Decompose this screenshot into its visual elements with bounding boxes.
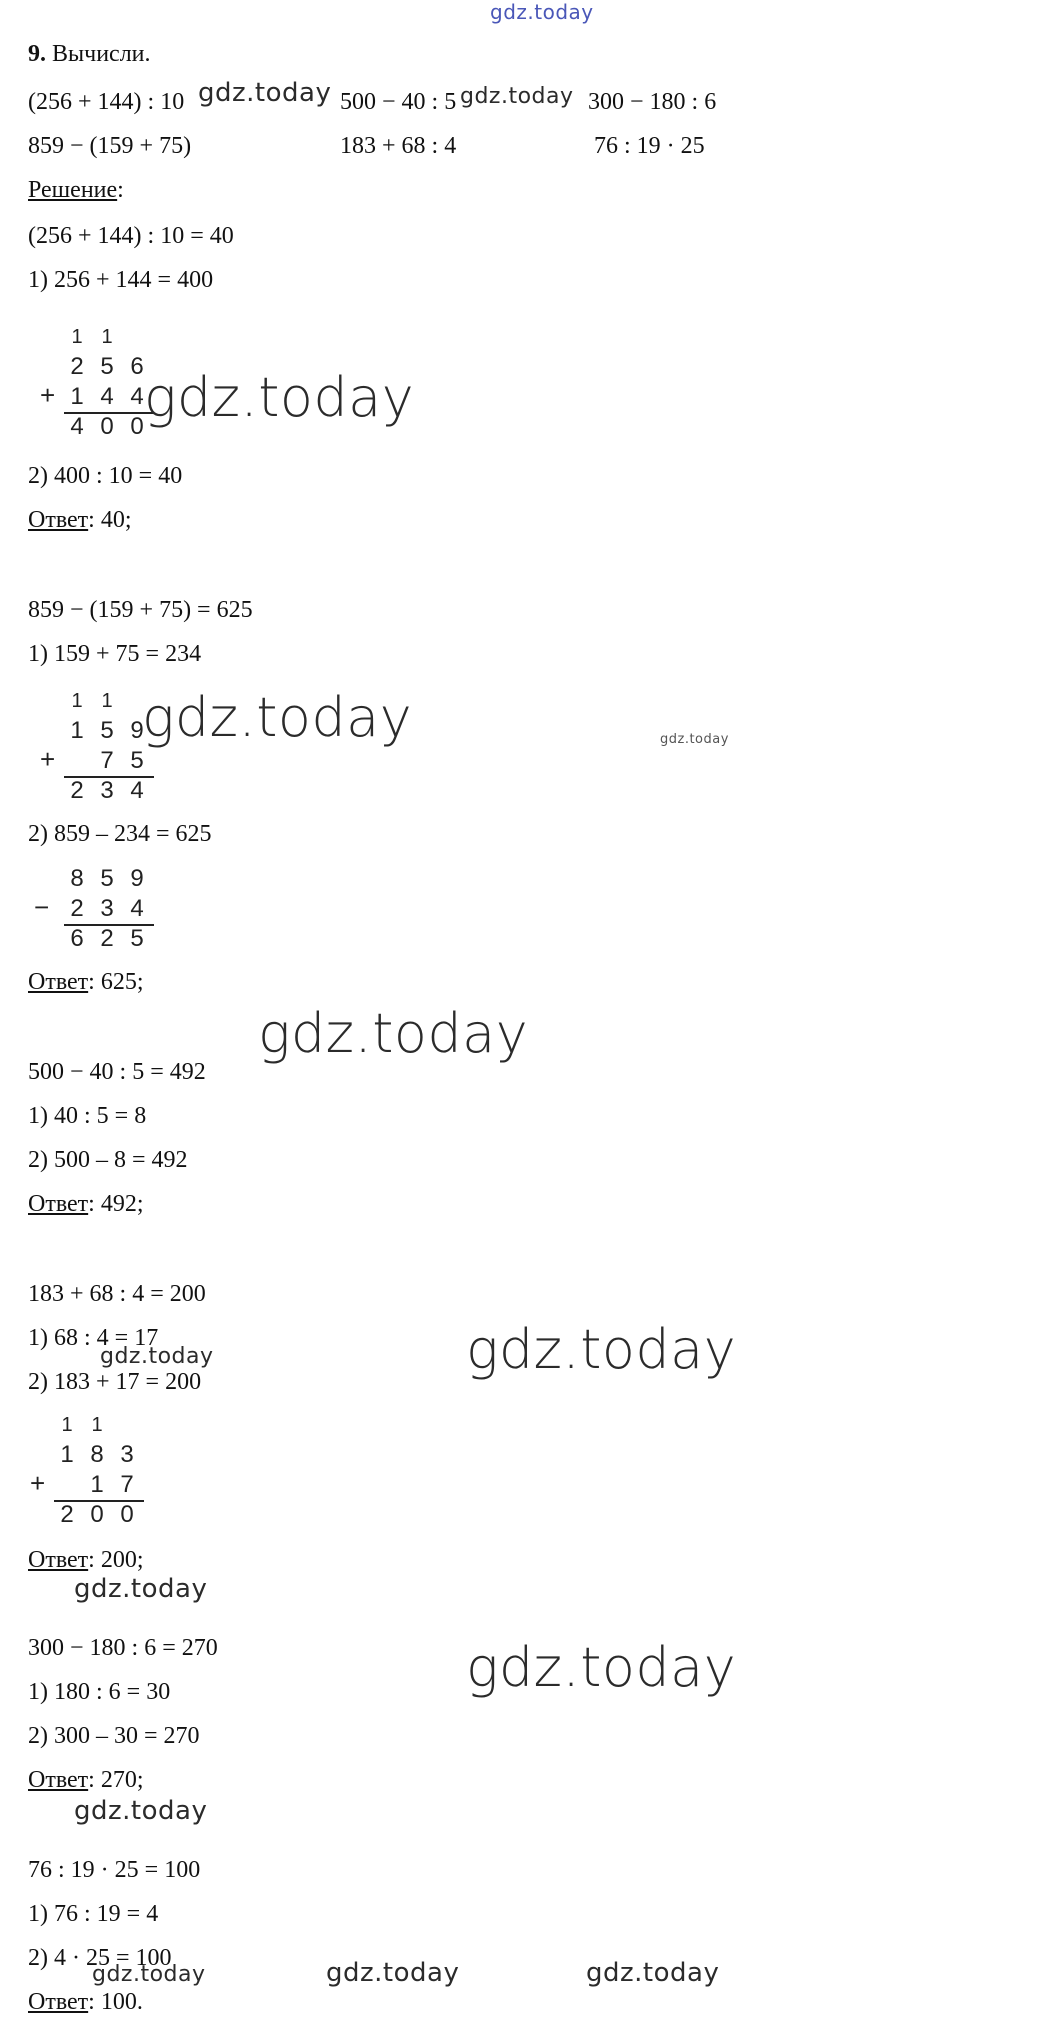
answer-value: : 270; bbox=[88, 1767, 144, 1793]
block-expression: 183 + 68 : 4 = 200 bbox=[28, 1281, 206, 1307]
watermark: gdz.today bbox=[586, 1958, 720, 1988]
carry-digit: 1 bbox=[101, 326, 113, 348]
watermark: gdz.today bbox=[460, 84, 574, 109]
watermark: gdz.today bbox=[466, 1636, 737, 1699]
digit: 3 bbox=[120, 1441, 134, 1468]
expression: (256 + 144) : 10 bbox=[28, 89, 185, 115]
answer-line bbox=[28, 1546, 144, 1574]
task-heading bbox=[28, 40, 151, 68]
watermark: gdz.today bbox=[660, 732, 729, 747]
block-expression: 500 − 40 : 5 = 492 bbox=[28, 1059, 206, 1085]
step: 2) 4 · 25 = 100 bbox=[28, 1945, 172, 1971]
plus-sign: + bbox=[30, 1468, 46, 1498]
digit: 3 bbox=[100, 895, 114, 922]
expression: 300 − 180 : 6 bbox=[588, 89, 717, 115]
answer-value: : 100. bbox=[88, 1989, 143, 2015]
digit: 1 bbox=[60, 1441, 74, 1468]
step: 1) 159 + 75 = 234 bbox=[28, 641, 202, 667]
digit: 5 bbox=[100, 353, 114, 380]
block-expression: 300 − 180 : 6 = 270 bbox=[28, 1635, 218, 1661]
digit: 4 bbox=[70, 413, 84, 440]
digit: 6 bbox=[70, 925, 84, 952]
column-addition bbox=[40, 322, 160, 442]
digit: 1 bbox=[90, 1471, 104, 1498]
answer-label: Ответ bbox=[28, 507, 89, 533]
digit: 0 bbox=[90, 1501, 104, 1528]
plus-sign: + bbox=[40, 744, 56, 774]
digit: 2 bbox=[70, 777, 84, 804]
digit: 5 bbox=[130, 747, 144, 774]
answer-line bbox=[28, 968, 144, 996]
expression: 859 − (159 + 75) bbox=[28, 133, 192, 159]
watermark-top: gdz.today bbox=[490, 0, 594, 24]
digit: 2 bbox=[100, 925, 114, 952]
answer-value: : 492; bbox=[88, 1191, 144, 1217]
digit: 1 bbox=[70, 717, 84, 744]
watermark: gdz.today bbox=[326, 1958, 460, 1988]
block-expression: (256 + 144) : 10 = 40 bbox=[28, 223, 234, 249]
watermark: gdz.today bbox=[74, 1796, 208, 1826]
watermark: gdz.today bbox=[144, 366, 415, 429]
solution-label: Решение bbox=[28, 177, 118, 203]
digit: 3 bbox=[100, 777, 114, 804]
digit: 4 bbox=[130, 383, 144, 410]
watermark: gdz.today bbox=[74, 1574, 208, 1604]
digit: 7 bbox=[100, 747, 114, 774]
column-addition bbox=[30, 1410, 150, 1530]
digit: 4 bbox=[130, 777, 144, 804]
task-number: 9. bbox=[28, 41, 46, 67]
answer-line bbox=[28, 506, 132, 534]
digit: 8 bbox=[70, 865, 84, 892]
step: 1) 76 : 19 = 4 bbox=[28, 1901, 159, 1927]
block-expression: 76 : 19 · 25 = 100 bbox=[28, 1857, 201, 1883]
step: 1) 68 : 4 = 17 bbox=[28, 1325, 159, 1351]
column-subtraction bbox=[34, 864, 154, 964]
digit: 4 bbox=[100, 383, 114, 410]
minus-sign: − bbox=[34, 892, 50, 922]
digit: 9 bbox=[130, 717, 144, 744]
step: 1) 40 : 5 = 8 bbox=[28, 1103, 147, 1129]
answer-line bbox=[28, 1988, 143, 2016]
digit: 0 bbox=[100, 413, 114, 440]
watermark: gdz.today bbox=[92, 1962, 206, 1987]
step: 1) 256 + 144 = 400 bbox=[28, 267, 214, 293]
digit: 5 bbox=[130, 925, 144, 952]
answer-value: : 40; bbox=[88, 507, 132, 533]
expression: 500 − 40 : 5 bbox=[340, 89, 457, 115]
answer-line bbox=[28, 1190, 144, 1218]
answer-label: Ответ bbox=[28, 1767, 89, 1793]
watermark: gdz.today bbox=[466, 1318, 737, 1381]
digit: 1 bbox=[70, 383, 84, 410]
digit: 0 bbox=[130, 413, 144, 440]
digit: 7 bbox=[120, 1471, 134, 1498]
block-expression: 859 − (159 + 75) = 625 bbox=[28, 597, 253, 623]
carry-digit: 1 bbox=[71, 690, 83, 712]
watermark: gdz.today bbox=[258, 1002, 529, 1065]
expression: 183 + 68 : 4 bbox=[340, 133, 457, 159]
watermark: gdz.today bbox=[198, 78, 332, 108]
expression: 76 : 19 · 25 bbox=[594, 133, 705, 159]
answer-label: Ответ bbox=[28, 1191, 89, 1217]
answer-label: Ответ bbox=[28, 1547, 89, 1573]
step: 2) 500 – 8 = 492 bbox=[28, 1147, 188, 1173]
plus-sign: + bbox=[40, 380, 56, 410]
digit: 6 bbox=[130, 353, 144, 380]
answer-label: Ответ bbox=[28, 1989, 89, 2015]
watermark: gdz.today bbox=[142, 686, 413, 749]
digit: 4 bbox=[130, 895, 144, 922]
answer-label: Ответ bbox=[28, 969, 89, 995]
digit: 8 bbox=[90, 1441, 104, 1468]
watermark: gdz.today bbox=[100, 1344, 214, 1369]
solution-heading: Решение: bbox=[28, 177, 124, 203]
task-title: Вычисли. bbox=[52, 41, 151, 67]
step: 2) 300 – 30 = 270 bbox=[28, 1723, 200, 1749]
digit: 2 bbox=[70, 353, 84, 380]
digit: 9 bbox=[130, 865, 144, 892]
step: 1) 180 : 6 = 30 bbox=[28, 1679, 171, 1705]
step: 2) 859 – 234 = 625 bbox=[28, 821, 212, 847]
step: 2) 400 : 10 = 40 bbox=[28, 463, 183, 489]
digit: 0 bbox=[120, 1501, 134, 1528]
carry-digit: 1 bbox=[61, 1414, 73, 1436]
answer-line bbox=[28, 1766, 144, 1794]
answer-value: : 625; bbox=[88, 969, 144, 995]
digit: 5 bbox=[100, 717, 114, 744]
carry-digit: 1 bbox=[71, 326, 83, 348]
digit: 2 bbox=[60, 1501, 74, 1528]
digit: 2 bbox=[70, 895, 84, 922]
carry-digit: 1 bbox=[101, 690, 113, 712]
answer-value: : 200; bbox=[88, 1547, 144, 1573]
carry-digit: 1 bbox=[91, 1414, 103, 1436]
step: 2) 183 + 17 = 200 bbox=[28, 1369, 202, 1395]
digit: 5 bbox=[100, 865, 114, 892]
